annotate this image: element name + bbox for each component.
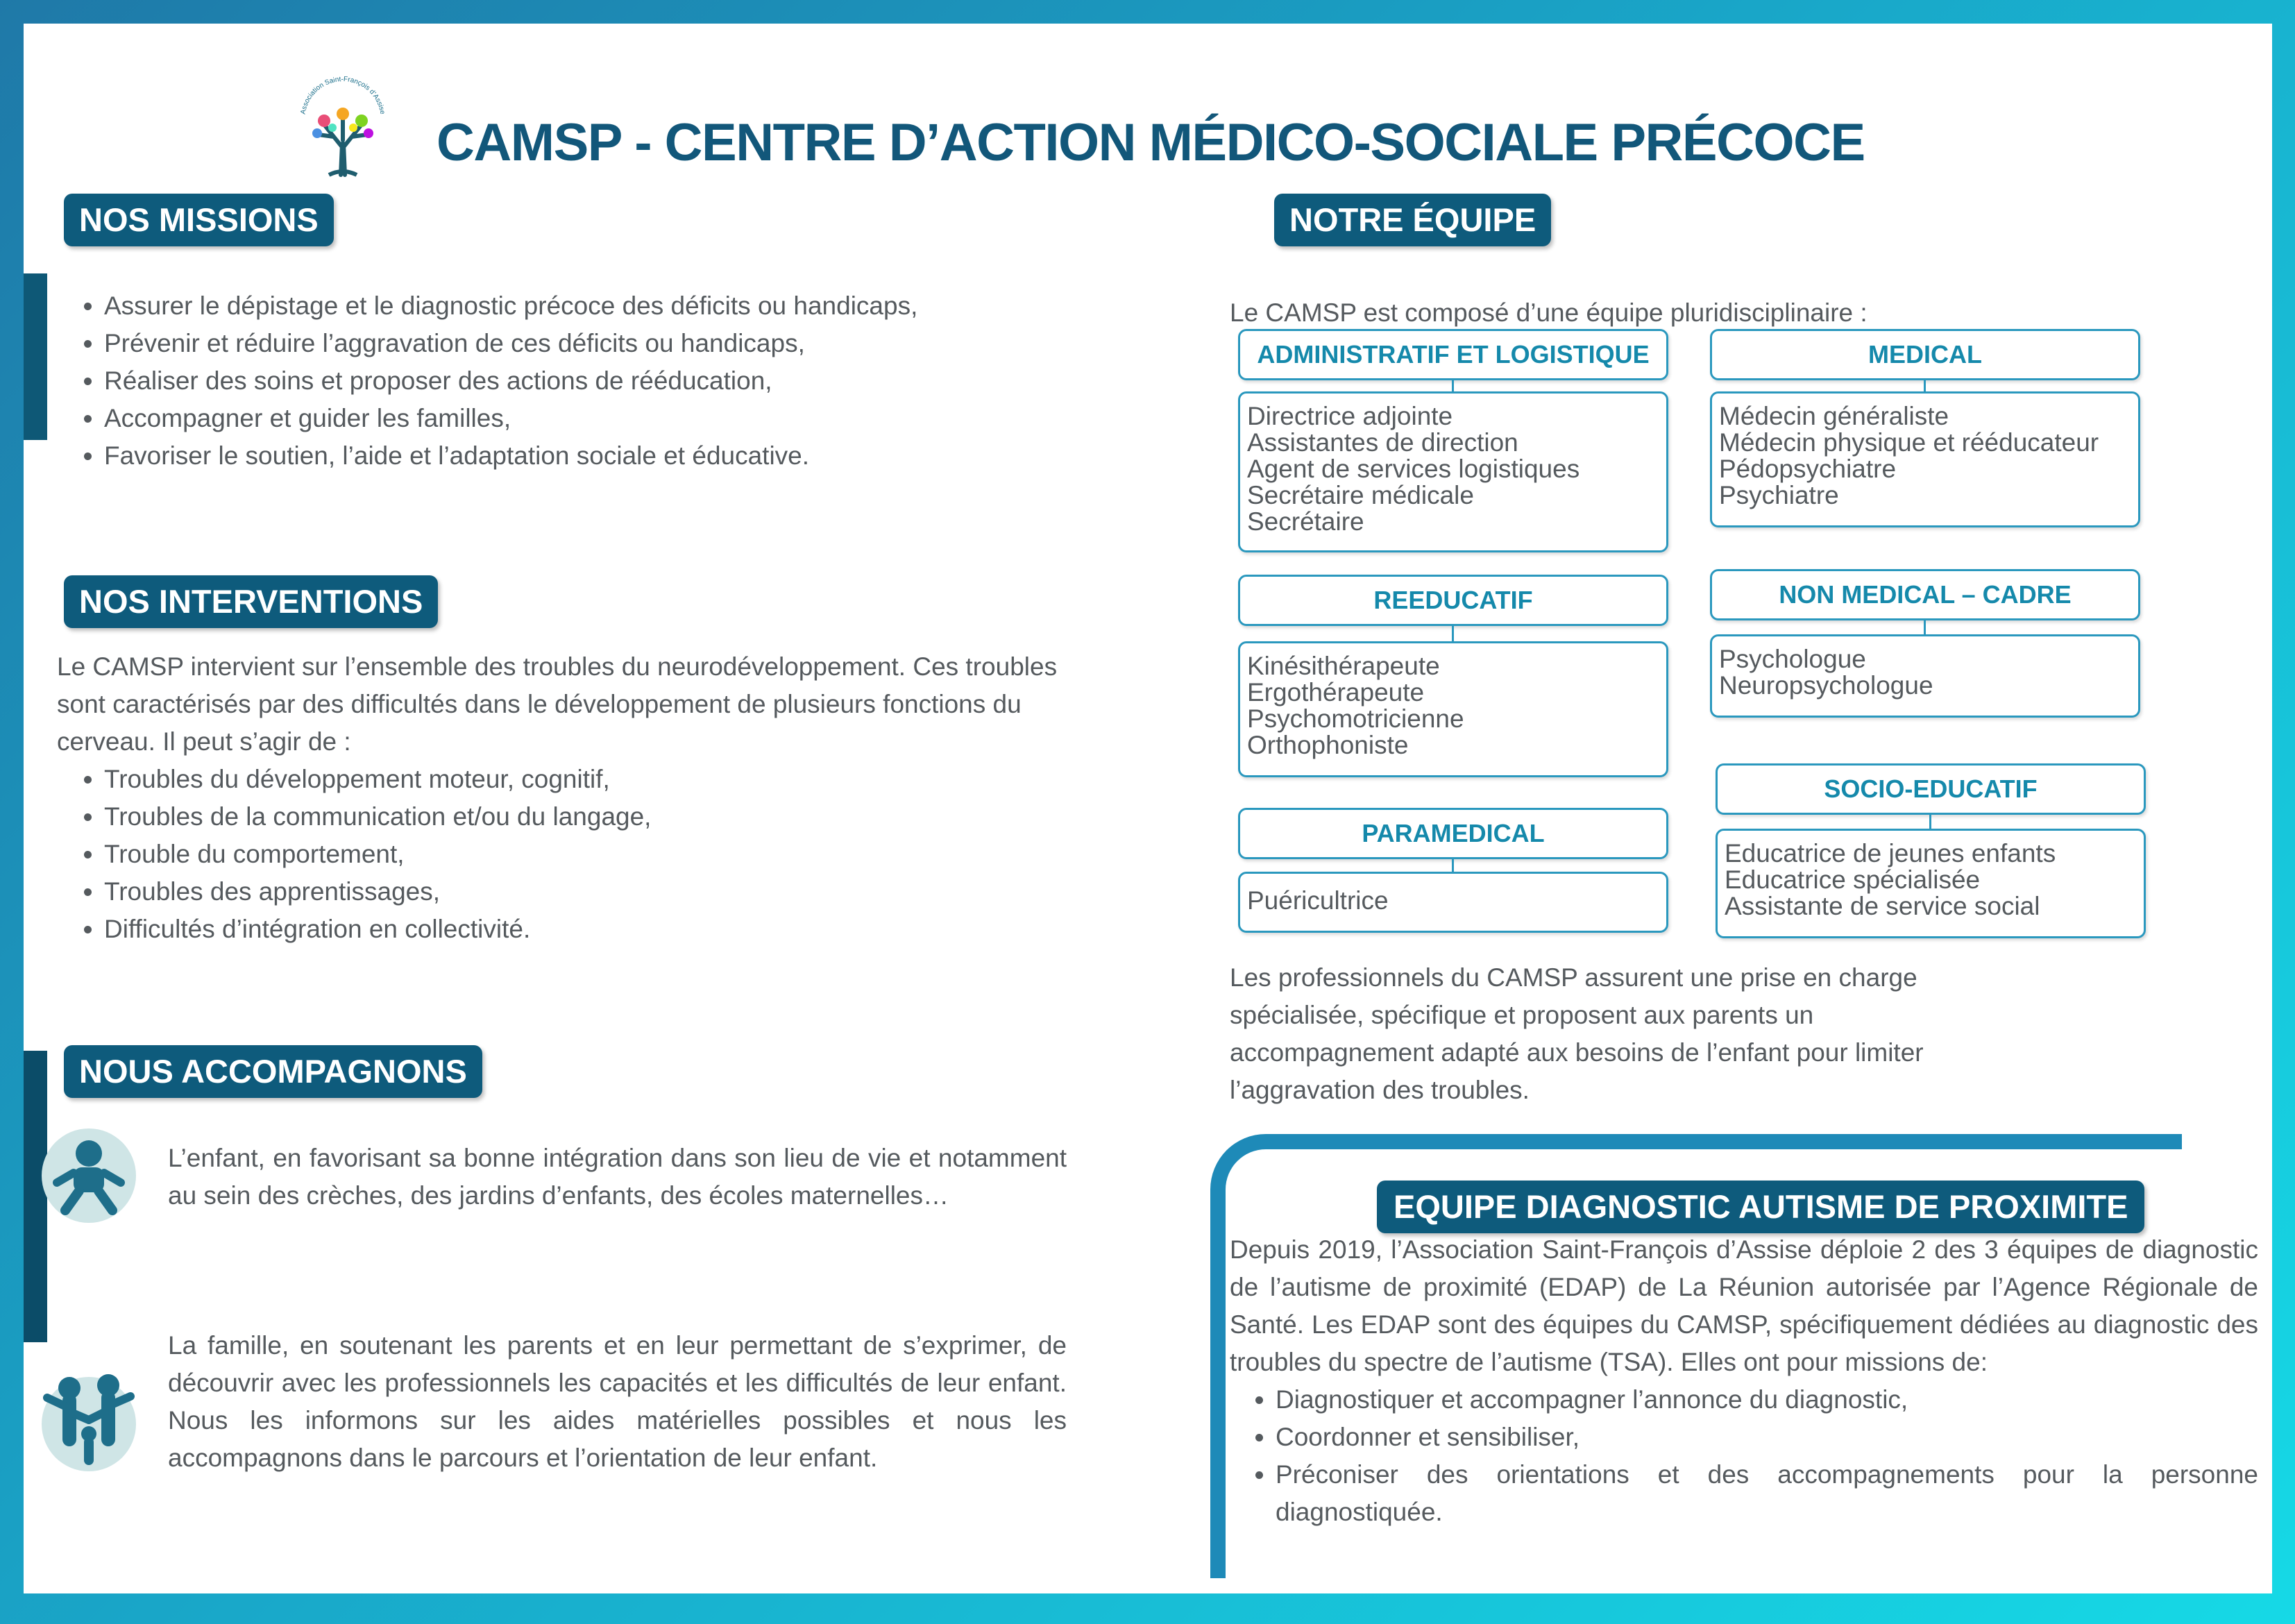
member-item: Secrétaire bbox=[1247, 507, 1364, 536]
edap-list bbox=[1230, 1381, 2258, 1531]
list-item: • Troubles du développement moteur, cognitif, bbox=[104, 761, 1145, 798]
list-item: • Assurer le dépistage et le diagnostic précoce des déficits ou handicaps, bbox=[104, 287, 1145, 325]
baby-icon bbox=[40, 1127, 137, 1224]
family-icon bbox=[40, 1370, 137, 1474]
member-item: Pédopsychiatre bbox=[1719, 455, 1897, 483]
member-item: Ergothérapeute bbox=[1247, 678, 1425, 707]
edge-bar-top bbox=[24, 273, 47, 440]
group-members-reeducatif bbox=[1238, 641, 1668, 777]
logo-text: Association Saint-François d’Assise bbox=[299, 75, 387, 115]
group-members-medical bbox=[1710, 391, 2140, 527]
list-item: • Trouble du comportement, bbox=[104, 836, 1145, 873]
group-title-socio-educatif: SOCIO-EDUCATIF bbox=[1716, 763, 2146, 815]
member-item: Orthophoniste bbox=[1247, 731, 1409, 759]
list-item: • Préconiser des orientations et des accompagnements pour la personne diagnostiquée. bbox=[1276, 1456, 2258, 1531]
list-item: • Troubles des apprentissages, bbox=[104, 873, 1145, 911]
list-item: • Coordonner et sensibiliser, bbox=[1276, 1419, 2258, 1456]
list-item: • Accompagner et guider les familles, bbox=[104, 400, 1145, 437]
equipe-outro: Les professionnels du CAMSP assurent une prise en charge spécialisée, spécifique et proposent aux parents un accompagnement adapté aux besoins de l’enfant pour limiter l’aggravation des troubles. bbox=[1230, 963, 1924, 1104]
member-item: Kinésithérapeute bbox=[1247, 652, 1440, 680]
accompagnons-heading: NOUS ACCOMPAGNONS bbox=[64, 1045, 482, 1098]
group-members-socio-educatif bbox=[1716, 829, 2146, 938]
member-item: Psychologue bbox=[1719, 645, 1866, 673]
page-title: CAMSP - CENTRE D’ACTION MÉDICO-SOCIALE PRÉCOCE bbox=[437, 113, 1865, 172]
member-item: Psychiatre bbox=[1719, 481, 1839, 509]
member-item: Médecin généraliste bbox=[1719, 402, 1949, 430]
missions-list bbox=[58, 287, 1145, 475]
list-item: • Favoriser le soutien, l’aide et l’adaptation sociale et éducative. bbox=[104, 437, 1145, 475]
member-item: Psychomotricienne bbox=[1247, 704, 1464, 733]
interventions-intro: Le CAMSP intervient sur l’ensemble des troubles du neurodéveloppement. Ces troubles sont caractérisés par des difficultés dans le développement de plusieurs fonctions du cerveau. Il peut s’agir de : bbox=[57, 652, 1058, 756]
member-item: Puéricultrice bbox=[1247, 886, 1389, 915]
member-item: Secrétaire médicale bbox=[1247, 481, 1474, 509]
group-title-administratif: ADMINISTRATIF ET LOGISTIQUE bbox=[1238, 329, 1668, 380]
member-item: Directrice adjointe bbox=[1247, 402, 1453, 430]
connector bbox=[1452, 626, 1454, 643]
list-item: • Prévenir et réduire l’aggravation de ces déficits ou handicaps, bbox=[104, 325, 1145, 362]
equipe-heading: NOTRE ÉQUIPE bbox=[1274, 194, 1551, 246]
group-members-administratif bbox=[1238, 391, 1668, 552]
poster bbox=[24, 24, 2272, 1593]
member-item: Assistantes de direction bbox=[1247, 428, 1518, 457]
connector bbox=[1452, 859, 1454, 873]
member-item: Médecin physique et rééducateur bbox=[1719, 428, 2099, 457]
member-item: Educatrice spécialisée bbox=[1725, 865, 1981, 894]
interventions-list bbox=[58, 761, 1145, 948]
list-item: • Difficultés d’intégration en collectivité. bbox=[104, 911, 1145, 948]
group-title-reeducatif: REEDUCATIF bbox=[1238, 575, 1668, 626]
edap-heading: EQUIPE DIAGNOSTIC AUTISME DE PROXIMITE bbox=[1377, 1181, 2144, 1233]
equipe-intro: Le CAMSP est composé d’une équipe pluridisciplinaire : bbox=[1230, 298, 1868, 327]
list-item: • Troubles de la communication et/ou du langage, bbox=[104, 798, 1145, 836]
group-members-paramedical bbox=[1238, 872, 1668, 933]
edap-intro: Depuis 2019, l’Association Saint-François d’Assise déploie 2 des 3 équipes de diagnostic de l’autisme de proximité (EDAP) de La Réunion autorisée par l’Agence Régionale de Santé. Les EDAP sont des équipes du CAMSP, spécifiquement dédiées au diagnostic des troubles du spectre de l’autisme (TSA). Elles ont pour missions de: bbox=[1230, 1235, 2258, 1376]
group-title-non-medical: NON MEDICAL – CADRE bbox=[1710, 569, 2140, 620]
connector bbox=[1929, 815, 1931, 830]
list-item: • Diagnostiquer et accompagner l’annonce du diagnostic, bbox=[1276, 1381, 2258, 1419]
member-item: Agent de services logistiques bbox=[1247, 455, 1580, 483]
interventions-heading: NOS INTERVENTIONS bbox=[64, 575, 438, 628]
group-members-non-medical bbox=[1710, 634, 2140, 718]
missions-heading: NOS MISSIONS bbox=[64, 194, 334, 246]
child-text: L’enfant, en favorisant sa bonne intégration dans son lieu de vie et notamment au sein des crèches, des jardins d’enfants, des écoles maternelles… bbox=[168, 1144, 1067, 1210]
member-item: Assistante de service social bbox=[1725, 892, 2040, 920]
connector bbox=[1924, 620, 1926, 636]
family-text: La famille, en soutenant les parents et en leur permettant de s’exprimer, de découvrir avec les professionnels les capacités et les difficultés de leur enfant. Nous les informons sur les aides matérielles possibles et nous les accompagnons dans le parcours et l’orientation de leur enfant. bbox=[168, 1331, 1067, 1472]
group-title-medical: MEDICAL bbox=[1710, 329, 2140, 380]
member-item: Neuropsychologue bbox=[1719, 671, 1933, 700]
list-item: • Réaliser des soins et proposer des actions de rééducation, bbox=[104, 362, 1145, 400]
group-title-paramedical: PARAMEDICAL bbox=[1238, 808, 1668, 859]
member-item: Educatrice de jeunes enfants bbox=[1725, 839, 2056, 868]
association-logo bbox=[291, 71, 395, 182]
